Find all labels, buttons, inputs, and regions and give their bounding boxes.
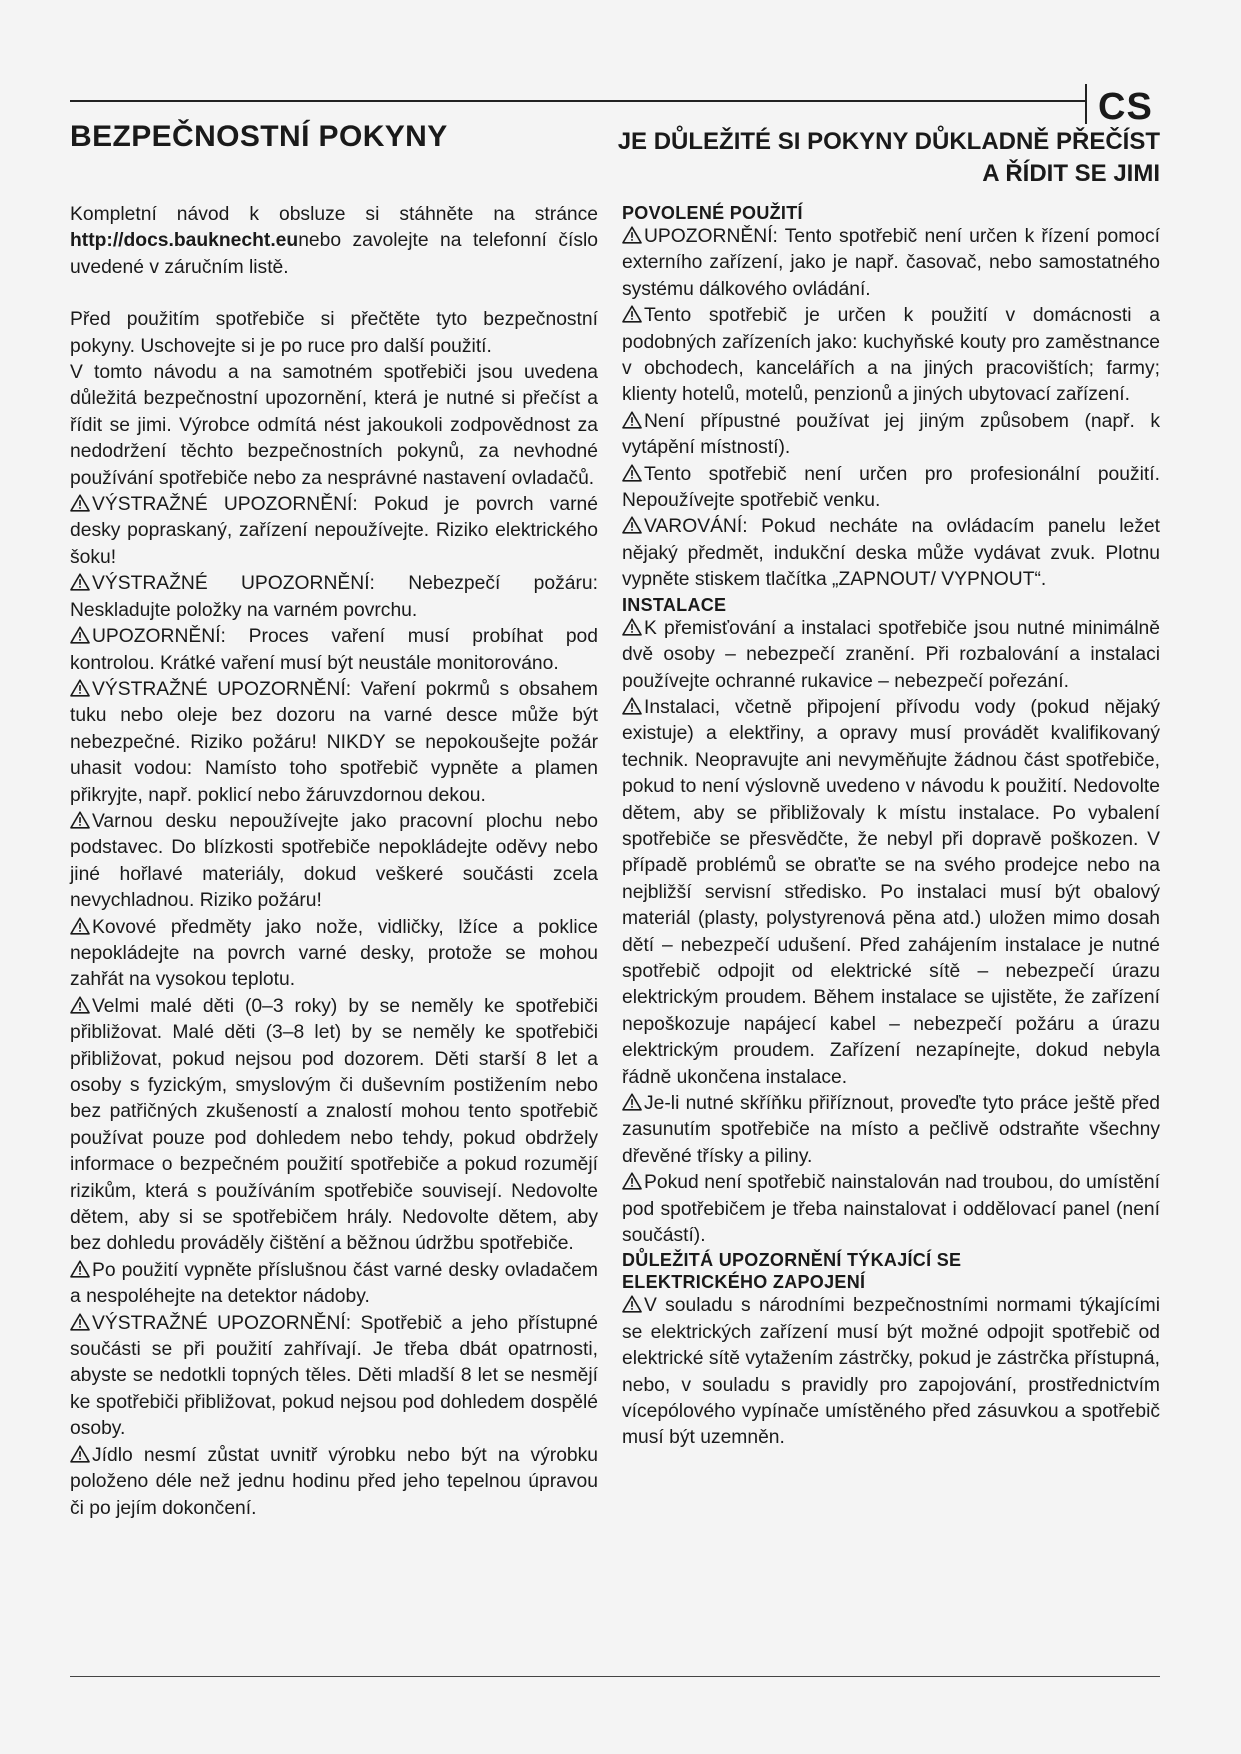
warning-triangle-icon	[622, 226, 642, 244]
warning-text: Varnou desku nepoužívejte jako pracovní plochu nebo podstavec. Do blízkosti spotřebiče nepokládejte oděvy nebo jiné hořlavé materiály, dokud veškeré součásti zcela nevychladnou. Riziko požáru!	[70, 810, 598, 912]
warning-text: VÝSTRAŽNÉ UPOZORNĚNÍ: Nebezpečí požáru: Neskladujte položky na varném povrchu.	[70, 573, 598, 621]
paragraph-important-warnings: V tomto návodu a na samotném spotřebiči jsou uvedena důležitá bezpečnostní upozornění, která je nutné si přečíst a řídit se jimi. Výrobce odmítá nést jakoukoli zodpovědnost za nedodržení těchto bezpečnostních pokynů, za nevhodné používání spotřebiče nebo za nesprávné nastavení ovladačů.	[70, 362, 598, 489]
warning-text: Po použití vypněte příslušnou část varné desky ovladačem a nespoléhejte na detektor nádoby.	[70, 1259, 598, 1308]
warning-qualified-technician	[622, 695, 1160, 1091]
paragraph-read-before-use: Před použitím spotřebiče si přečtěte tyto bezpečnostní pokyny. Uschovejte si je po ruce pro další použití.	[70, 309, 598, 357]
warning-triangle-icon	[70, 996, 90, 1014]
warning-triangle-icon	[70, 1445, 90, 1463]
warning-not-professional	[622, 462, 1160, 515]
warning-triangle-icon	[622, 697, 642, 715]
right-column	[622, 202, 1160, 1452]
warning-triangle-icon	[622, 464, 642, 482]
warning-household-use	[622, 303, 1160, 409]
warning-triangle-icon	[622, 1172, 642, 1190]
warning-text: VÝSTRAŽNÉ UPOZORNĚNÍ: Spotřebič a jeho přístupné součásti se při použití zahřívají. Je třeba dbát opatrnosti, abyste se nedotkli topných těles. Děti mladší 8 let se nesmějí ke spotřebiči přibližovat, pokud nejsou pod dohledem dospělé osoby.	[70, 1312, 598, 1440]
warning-text: Tento spotřebič není určen pro profesionální použití. Nepoužívejte spotřebič venku.	[622, 463, 1160, 512]
warning-external-control	[622, 224, 1160, 303]
section-heading-electrical	[622, 1249, 1160, 1293]
intro-text-a: Kompletní návod k obsluze si stáhněte na stránce	[70, 204, 598, 225]
warning-text: Je-li nutné skříňku přiříznout, proveďte tyto práce ještě před zasunutím spotřebiče na místo a pečlivě odstraňte všechny dřevěné třísky a piliny.	[622, 1093, 1160, 1167]
warning-text: K přemisťování a instalaci spotřebiče jsou nutné minimálně dvě osoby – nebezpečí zranění. Při rozbalování a instalaci používejte ochranné rukavice – nebezpečí pořezání.	[622, 617, 1160, 692]
section-heading-installation: INSTALACE	[622, 594, 727, 615]
warning-switch-off	[70, 1258, 598, 1311]
warning-triangle-icon	[622, 411, 642, 429]
warning-separation-panel	[622, 1170, 1160, 1249]
warning-triangle-icon	[70, 679, 90, 697]
warning-text: VAROVÁNÍ: Pokud necháte na ovládacím panelu ležet nějaký předmět, indukční deska může vydávat zvuk. Plotnu vypněte stiskem tlačítka „ZAPNOUT/ VYPNOUT“.	[622, 516, 1160, 591]
warning-cabinet-cutting	[622, 1091, 1160, 1170]
intro-paragraph	[70, 202, 598, 281]
warning-disconnect-earth	[622, 1293, 1160, 1451]
language-code: CS	[1098, 86, 1153, 128]
warning-triangle-icon	[70, 1313, 90, 1331]
language-tick	[1085, 84, 1087, 124]
warning-triangle-icon	[70, 494, 90, 512]
warning-hot-parts	[70, 1311, 598, 1443]
warning-food-time	[70, 1443, 598, 1522]
page-subtitle	[520, 126, 1160, 190]
warning-triangle-icon	[622, 1295, 642, 1313]
warning-triangle-icon	[70, 1260, 90, 1278]
docs-link[interactable]: http://docs.bauknecht.eu	[70, 230, 299, 252]
warning-text: VÝSTRAŽNÉ UPOZORNĚNÍ: Vaření pokrmů s obsahem tuku nebo oleje bez dozoru na varné desce může být nebezpečné. Riziko požáru! NIKDY se nepokoušejte požár uhasit vodou: Namísto toho spotřebič vypněte a plamen přikryjte, např. poklicí nebo žáruvzdornou dekou.	[70, 678, 598, 806]
top-rule	[70, 100, 1085, 102]
warning-text: VÝSTRAŽNÉ UPOZORNĚNÍ: Pokud je povrch varné desky popraskaný, zařízení nepoužívejte. Riziko elektrického šoku!	[70, 494, 598, 568]
warning-text: Není přípustné používat jej jiným způsobem (např. k vytápění místností).	[622, 410, 1160, 459]
warning-no-other-use	[622, 409, 1160, 462]
section-heading-electrical-line-1: DŮLEŽITÁ UPOZORNĚNÍ TÝKAJÍCÍ SE	[622, 1250, 962, 1271]
warning-two-persons	[622, 616, 1160, 695]
warning-text: Tento spotřebič je určen k použití v domácnosti a podobných zařízeních jako: kuchyňské kouty pro zaměstnance v obchodech, kancelářích a na jiných pracovištích; farmy; klienty hotelů, motelů, penzionů a jiných ubytovací zařízení.	[622, 305, 1160, 406]
warning-supervise-cooking	[70, 624, 598, 677]
warning-triangle-icon	[70, 626, 90, 644]
warning-text: V souladu s národními bezpečnostními normami týkajícími se elektrických zařízení musí být možné odpojit spotřebič od elektrické sítě vytažením zástrčky, pokud je zástrčka přístupná, nebo, v souladu s pravidly pro zapojování, prostřednictvím vícepólového vypínače umístěného před zásuvkou a spotřebič musí být uzemněn.	[622, 1295, 1160, 1449]
warning-text: UPOZORNĚNÍ: Tento spotřebič není určen k řízení pomocí externího zařízení, jako je např. časovač, nebo samostatného systému dálkového ovládání.	[622, 226, 1160, 300]
warning-text: UPOZORNĚNÍ: Proces vaření musí probíhat pod kontrolou. Krátké vaření musí být neustále monitorováno.	[70, 626, 598, 674]
warning-cracked-surface	[70, 492, 598, 571]
warning-text: Pokud není spotřebič nainstalován nad troubou, do umístění pod spotřebičem je třeba nainstalovat i oddělovací panel (není součástí).	[622, 1172, 1160, 1247]
warning-triangle-icon	[70, 917, 90, 935]
warning-text: Instalaci, včetně připojení přívodu vody (pokud nějaký existuje) a elektřiny, a opravy musí provádět kvalifikovaný technik. Neopravujte ani nevyměňujte žádnou část spotřebiče, pokud to není výslovně uvedeno v návodu k použití. Nedovolte dětem, aby se přibližovaly k místu instalace. Po vybalení spotřebiče se přesvědčte, že nebyl při dopravě poškozen. V případě problémů se obraťte se na svého prodejce nebo na nejbližší servisní středisko. Po instalaci musí být obalový materiál (plasty, polystyrenová pěna atd.) uložen mimo dosah dětí – nebezpečí udušení. Před zahájením instalace je nutné spotřebič odpojit od elektrické sítě – nebezpečí úrazu elektrickým proudem. Během instalace se ujistěte, že zařízení nepoškozuje napájecí kabel – nebezpečí požáru a úrazu elektrickým proudem. Zařízení nezapínejte, dokud nebyla řádně ukončena instalace.	[622, 696, 1160, 1088]
warning-text: Jídlo nesmí zůstat uvnitř výrobku nebo být na výrobku položeno déle než jednu hodinu před jeho tepelnou úpravou či po jejím dokončení.	[70, 1444, 598, 1519]
section-heading-permitted-use: POVOLENÉ POUŽITÍ	[622, 203, 803, 223]
warning-fire-storage	[70, 571, 598, 624]
warning-control-panel-objects	[622, 514, 1160, 593]
warning-work-surface	[70, 809, 598, 915]
warning-metal-objects	[70, 915, 598, 994]
warning-triangle-icon	[622, 618, 642, 636]
subtitle-line-2: A ŘÍDIT SE JIMI	[982, 160, 1160, 187]
warning-text: Velmi malé děti (0–3 roky) by se neměly ke spotřebiči přibližovat. Malé děti (3–8 let) by se neměly ke spotřebiči přibližovat, pokud nejsou pod dozorem. Děti starší 8 let a osoby s fyzickým, smyslovým či duševním postižením nebo bez patřičných zkušeností a znalostí mohou tento spotřebič používat pouze pod dohledem nebo tehdy, pokud obdržely informace o bezpečném použití spotřebiče a pokud rozumějí rizikům, která s používáním spotřebiče souvisejí. Nedovolte dětem, aby si se spotřebičem hrály. Nedovolte dětem, aby bez dohledu prováděly čištění a běžnou údržbu spotřebiče.	[70, 995, 598, 1255]
subtitle-line-1: JE DŮLEŽITÉ SI POKYNY DŮKLADNĚ PŘEČÍST	[617, 128, 1160, 155]
warning-triangle-icon	[622, 516, 642, 534]
warning-triangle-icon	[622, 305, 642, 323]
section-heading-electrical-line-2: ELEKTRICKÉHO ZAPOJENÍ	[622, 1272, 866, 1293]
page-title: BEZPEČNOSTNÍ POKYNY	[70, 120, 448, 153]
intro-text-b: nebo zavolejte na telefonní číslo uvedené v záručním listě.	[70, 230, 598, 278]
warning-text: Kovové předměty jako nože, vidličky, lžíce a poklice nepokládejte na povrch varné desky, protože se mohou zahřát na vysokou teplotu.	[70, 916, 598, 991]
warning-children	[70, 994, 598, 1258]
bottom-rule	[70, 1676, 1160, 1677]
warning-fat-oil	[70, 677, 598, 809]
warning-triangle-icon	[70, 573, 90, 591]
warning-triangle-icon	[622, 1093, 642, 1111]
warning-triangle-icon	[70, 811, 90, 829]
left-column	[70, 202, 598, 1522]
